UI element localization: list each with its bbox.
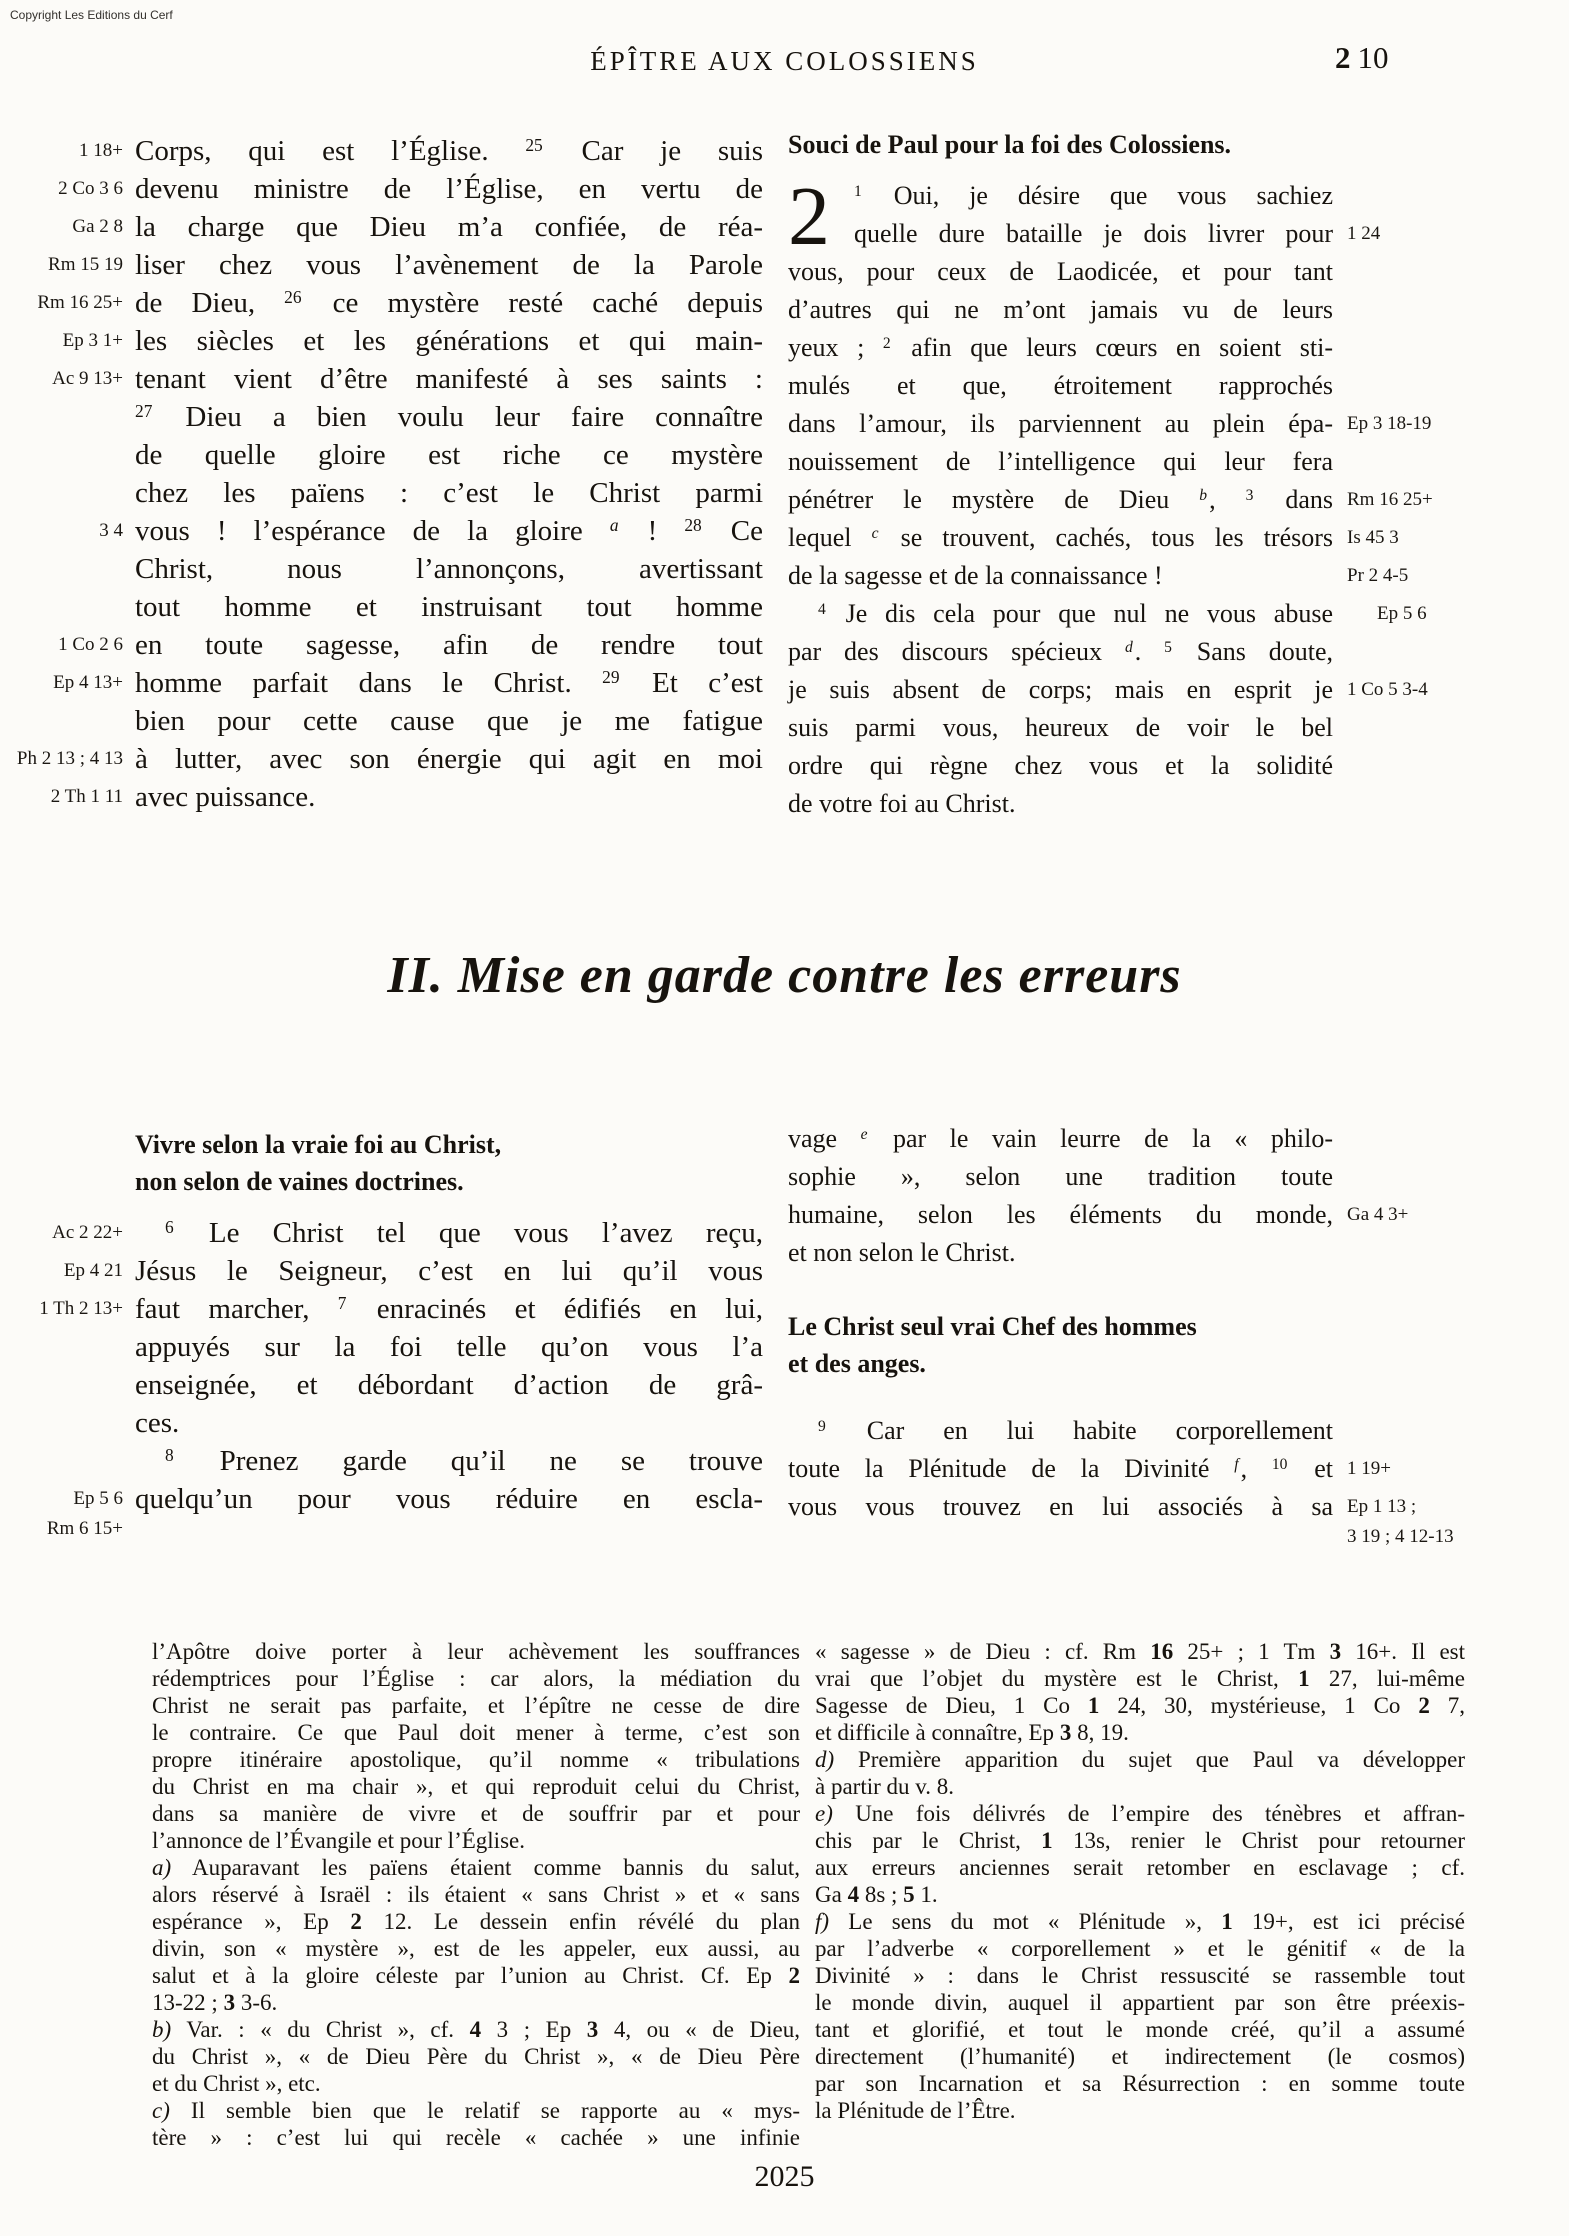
footnote-line: du Christ », « de Dieu Père du Christ », « de Dieu Père bbox=[152, 2044, 800, 2069]
footnote-line: espérance », Ep 2 12. Le dessein enfin révélé du plan bbox=[152, 1909, 800, 1934]
right-text-column-top bbox=[788, 126, 1433, 823]
footnote-line: Divinité » : dans le Christ ressuscité se rassemble tout bbox=[815, 1963, 1465, 1988]
footnote-line: salut et à la gloire céleste par l’union au Christ. Cf. Ep 2 bbox=[152, 1963, 800, 1988]
margin-reference: Ga 4 3+ bbox=[1347, 1204, 1409, 1225]
text-line: vage $^e$ par le vain leurre de la « philo- bbox=[788, 1124, 1333, 1153]
footnote-line: par l’adverbe « corporellement » et le génitif « de la bbox=[815, 1936, 1465, 1961]
footnote-line: Ga 4 8s ; 5 1. bbox=[815, 1882, 938, 1907]
verse-paragraph bbox=[16, 132, 763, 816]
footnote-line: alors réservé à Israël : ils étaient « sans Christ » et « sans bbox=[152, 1882, 800, 1907]
text-line: vous ! l’espérance de la gloire $^a$ ! $^{28}$ Ce 3 4 bbox=[135, 512, 763, 550]
text-line: tout homme et instruisant tout homme bbox=[135, 591, 763, 623]
text-line: nouissement de l’intelligence qui leur fera bbox=[788, 447, 1333, 476]
margin-reference: 2 Co 3 6 bbox=[58, 178, 123, 199]
margin-reference: Is 45 3 bbox=[1347, 527, 1399, 548]
footnote-line: d) Première apparition du sujet que Paul va développer bbox=[815, 1747, 1465, 1772]
margin-reference: Rm 16 25+ bbox=[37, 292, 123, 313]
text-line: par des discours spécieux $^d$. $^5$ Sans doute, bbox=[788, 637, 1334, 666]
margin-reference: 3 19 ; 4 12-13 bbox=[1347, 1526, 1454, 1547]
margin-reference: 1 24 bbox=[1347, 223, 1381, 244]
margin-reference: 1 Th 2 13+ bbox=[39, 1298, 123, 1319]
margin-reference: Ep 4 21 bbox=[63, 1260, 123, 1281]
footnote-line: b) Var. : « du Christ », cf. 4 3 ; Ep 3 4, ou « de Dieu, bbox=[152, 2017, 800, 2042]
text-line: de votre foi au Christ. bbox=[788, 789, 1016, 818]
margin-reference: 3 4 bbox=[99, 520, 123, 541]
verse-paragraph bbox=[788, 1412, 1454, 1552]
text-line bbox=[46, 1518, 763, 1544]
text-line: vous, pour ceux de Laodicée, et pour tant bbox=[788, 257, 1333, 286]
margin-reference: Ac 2 22+ bbox=[52, 1222, 123, 1243]
text-line: yeux ; $^2$ afin que leurs cœurs en soient sti- bbox=[788, 333, 1334, 362]
footnote-line: aux erreurs anciennes serait retomber en esclavage ; cf. bbox=[815, 1855, 1465, 1880]
text-line: à lutter, avec son énergie qui agit en moi Ph 2 13 ; 4 13 bbox=[135, 740, 763, 778]
footnote-line: Sagesse de Dieu, 1 Co 1 24, 30, mystérieuse, 1 Co 2 7, bbox=[815, 1693, 1466, 1718]
footnote-line: dans sa manière de vivre et de souffrir par et pour bbox=[152, 1801, 800, 1826]
footnote-line: le contraire. Ce que Paul doit mener à terme, c’est son bbox=[152, 1720, 800, 1745]
margin-reference: Ep 5 6 bbox=[1377, 603, 1427, 624]
text-line: devenu ministre de l’Église, en vertu de 2 Co 3 6 bbox=[135, 170, 763, 208]
text-line: d’autres qui ne m’ont jamais vu de leurs bbox=[788, 295, 1333, 324]
column-heading bbox=[788, 126, 1333, 163]
text-line: dans l’amour, ils parviennent au plein épa- Ep 3 18-19 bbox=[788, 405, 1333, 443]
copyright-notice: Copyright Les Editions du Cerf bbox=[10, 8, 173, 22]
text-line: les siècles et les générations et qui main- Ep 3 1+ bbox=[135, 322, 763, 360]
text-line: homme parfait dans le Christ. $^{29}$ Et c’est Ep 4 13+ bbox=[135, 664, 763, 702]
heading-line: non selon de vaines doctrines. bbox=[135, 1167, 464, 1196]
footnote-line: f) Le sens du mot « Plénitude », 1 19+, est ici précisé bbox=[815, 1909, 1465, 1934]
running-header-title: ÉPÎTRE AUX COLOSSIENS bbox=[590, 46, 979, 76]
chapter-number: 2 bbox=[788, 170, 830, 263]
footnote-line: tère » : c’est lui qui recèle « cachée » une infinie bbox=[152, 2125, 800, 2150]
text-line: enseignée, et débordant d’action de grâ- bbox=[135, 1369, 763, 1401]
heading-line: Souci de Paul pour la foi des Colossiens. bbox=[788, 130, 1232, 159]
text-line: de quelle gloire est riche ce mystère bbox=[135, 439, 763, 471]
column-heading bbox=[788, 1308, 1333, 1382]
footnote-line: Christ ne serait pas parfaite, et l’épître ne cesse de dire bbox=[152, 1693, 800, 1718]
margin-reference: Ga 2 8 bbox=[72, 216, 123, 237]
header-chapter: 2 bbox=[1335, 40, 1351, 75]
heading-line: Vivre selon la vraie foi au Christ, bbox=[135, 1130, 502, 1159]
footnote-line: vrai que l’objet du mystère est le Christ, 1 27, lui-même bbox=[815, 1666, 1465, 1691]
footnotes-right-column bbox=[815, 1638, 1465, 2124]
footnote-line: rédemptrices pour l’Église : car alors, la médiation du bbox=[152, 1666, 800, 1691]
text-line: Corps, qui est l’Église. $^{25}$ Car je suis 1 18+ bbox=[135, 132, 763, 170]
left-text-column-bottom bbox=[39, 1126, 764, 1544]
text-line: la charge que Dieu m’a confiée, de réa- Ga 2 8 bbox=[135, 208, 763, 246]
text-line: sophie », selon une tradition toute bbox=[788, 1162, 1333, 1191]
footnote-line: par son Incarnation et sa Résurrection : en somme toute bbox=[815, 2071, 1465, 2096]
text-line: ces. bbox=[135, 1407, 180, 1439]
text-line: de Dieu, $^{26}$ ce mystère resté caché depuis Rm 16 25+ bbox=[135, 284, 763, 322]
footnote-line: propre itinéraire apostolique, qu’il nomme « tribulations bbox=[152, 1747, 800, 1772]
text-line: faut marcher, $^7$ enracinés et édifiés en lui, 1 Th 2 13+ bbox=[135, 1290, 763, 1328]
footnote-line: c) Il semble bien que le relatif se rapporte au « mys- bbox=[152, 2098, 800, 2123]
footnote-line: le monde divin, auquel il appartient par son être préexis- bbox=[815, 1990, 1465, 2015]
footnote-line: divin, son « mystère », est de les appeler, eux aussi, au bbox=[152, 1936, 800, 1961]
margin-reference: Ep 3 18-19 bbox=[1347, 413, 1432, 434]
page-number: 2025 bbox=[754, 2160, 815, 2193]
footnote-line: chis par le Christ, 1 13s, renier le Christ pour retourner bbox=[815, 1828, 1465, 1853]
footnote-line: e) Une fois délivrés de l’empire des ténèbres et affran- bbox=[815, 1801, 1465, 1826]
footnote-line: à partir du v. 8. bbox=[815, 1774, 955, 1799]
right-text-column-bottom bbox=[788, 1120, 1454, 1552]
text-line: avec puissance. 2 Th 1 11 bbox=[135, 778, 763, 816]
footnote-line: et du Christ », etc. bbox=[152, 2071, 321, 2096]
text-line: humaine, selon les éléments du monde, Ga 4 3+ bbox=[788, 1196, 1333, 1234]
text-line: $^{27}$ Dieu a bien voulu leur faire connaître bbox=[135, 401, 763, 433]
verse-paragraph bbox=[788, 595, 1428, 823]
margin-reference: Rm 16 25+ bbox=[1347, 489, 1433, 510]
footnote-line: l’Apôtre doive porter à leur achèvement les souffrances bbox=[152, 1639, 800, 1664]
text-line: liser chez vous l’avènement de la Parole Rm 15 19 bbox=[135, 246, 763, 284]
footnote-line: du Christ en ma chair », et qui reproduit celui du Christ, bbox=[152, 1774, 800, 1799]
left-text-column-top bbox=[16, 132, 763, 816]
text-line: $^4$ Je dis cela pour que nul ne vous abuse Ep 5 6 bbox=[788, 595, 1333, 633]
header-verse: 10 bbox=[1357, 40, 1389, 75]
running-header-reference bbox=[1335, 40, 1389, 76]
text-line: tenant vient d’être manifesté à ses saints : Ac 9 13+ bbox=[135, 360, 763, 398]
text-line: suis parmi vous, heureux de voir le bel bbox=[788, 713, 1333, 742]
verse-paragraph bbox=[788, 170, 1433, 595]
footnote-line: et difficile à connaître, Ep 3 8, 19. bbox=[815, 1720, 1129, 1745]
margin-reference: Ep 5 6 bbox=[73, 1488, 123, 1509]
text-line: appuyés sur la foi telle qu’on vous l’a bbox=[135, 1331, 763, 1363]
margin-reference: 1 Co 2 6 bbox=[58, 634, 123, 655]
heading-line: et des anges. bbox=[788, 1349, 926, 1378]
margin-reference: Rm 15 19 bbox=[48, 254, 123, 275]
margin-reference: Pr 2 4-5 bbox=[1347, 565, 1409, 586]
footnotes-left-column bbox=[152, 1638, 800, 2151]
footnote-line: directement (l’humanité) et indirectement (le cosmos) bbox=[815, 2044, 1465, 2069]
margin-reference: Ac 9 13+ bbox=[52, 368, 123, 389]
margin-reference: 2 Th 1 11 bbox=[50, 786, 123, 807]
text-line: de la sagesse et de la connaissance ! Pr 2 4-5 bbox=[788, 557, 1333, 595]
text-line: chez les païens : c’est le Christ parmi bbox=[135, 477, 763, 509]
text-line: lequel $^c$ se trouvent, cachés, tous les trésors Is 45 3 bbox=[788, 519, 1333, 557]
footnote-line: tant et glorifié, et tout le monde créé, qu’il a assumé bbox=[815, 2017, 1465, 2042]
text-line: pénétrer le mystère de Dieu $^b$, $^3$ dans Rm 16 25+ bbox=[788, 481, 1333, 519]
text-line: quelle dure bataille je dois livrer pour 1 24 bbox=[788, 215, 1333, 253]
text-line: toute la Plénitude de la Divinité $^f$, $^{10}$ et 1 19+ bbox=[788, 1450, 1333, 1488]
text-line: en toute sagesse, afin de rendre tout 1 Co 2 6 bbox=[135, 626, 763, 664]
footnote-line: la Plénitude de l’Être. bbox=[815, 2098, 1016, 2123]
verse-paragraph bbox=[46, 1442, 763, 1544]
margin-reference: Ep 3 1+ bbox=[62, 330, 123, 351]
text-line: $^1$ Oui, je désire que vous sachiez bbox=[854, 181, 1333, 210]
footnote-line: a) Auparavant les païens étaient comme bannis du salut, bbox=[152, 1855, 800, 1880]
text-line: ordre qui règne chez vous et la solidité bbox=[788, 751, 1333, 780]
text-line: je suis absent de corps; mais en esprit je 1 Co 5 3-4 bbox=[788, 671, 1333, 709]
margin-reference: Ph 2 13 ; 4 13 bbox=[16, 748, 123, 769]
margin-reference: 1 18+ bbox=[79, 140, 123, 161]
text-line: quelqu’un pour vous réduire en escla- Ep 5 6 bbox=[135, 1480, 763, 1518]
footnote-line: « sagesse » de Dieu : cf. Rm 16 25+ ; 1 Tm 3 16+. Il est bbox=[815, 1639, 1466, 1664]
text-line bbox=[788, 1526, 1454, 1552]
text-line: $^6$ Le Christ tel que vous l’avez reçu, Ac 2 22+ bbox=[135, 1214, 763, 1252]
margin-reference: 1 19+ bbox=[1347, 1458, 1391, 1479]
text-line: bien pour cette cause que je me fatigue bbox=[135, 705, 763, 737]
text-line: vous vous trouvez en lui associés à sa Ep 1 13 ; bbox=[788, 1488, 1333, 1526]
footnote-line: l’annonce de l’Évangile et pour l’Église. bbox=[152, 1828, 525, 1853]
text-line: et non selon le Christ. bbox=[788, 1238, 1016, 1267]
verse-paragraph bbox=[788, 1120, 1409, 1272]
margin-reference: Ep 4 13+ bbox=[53, 672, 123, 693]
column-heading bbox=[135, 1126, 763, 1200]
heading-line: Le Christ seul vrai Chef des hommes bbox=[788, 1312, 1197, 1341]
text-line: $^8$ Prenez garde qu’il ne se trouve bbox=[165, 1445, 763, 1477]
text-line: Jésus le Seigneur, c’est en lui qu’il vous Ep 4 21 bbox=[135, 1252, 763, 1290]
margin-reference: Rm 6 15+ bbox=[46, 1518, 123, 1539]
text-line: Christ, nous l’annonçons, avertissant bbox=[135, 553, 763, 585]
footnote-line: 13-22 ; 3 3-6. bbox=[152, 1990, 278, 2015]
margin-reference: 1 Co 5 3-4 bbox=[1347, 679, 1428, 700]
verse-paragraph bbox=[39, 1214, 764, 1442]
part-heading: II. Mise en garde contre les erreurs bbox=[387, 947, 1182, 1004]
margin-reference: Ep 1 13 ; bbox=[1347, 1496, 1417, 1517]
text-line: $^9$ Car en lui habite corporellement bbox=[818, 1416, 1333, 1445]
text-line: mulés et que, étroitement rapprochés bbox=[788, 371, 1333, 400]
